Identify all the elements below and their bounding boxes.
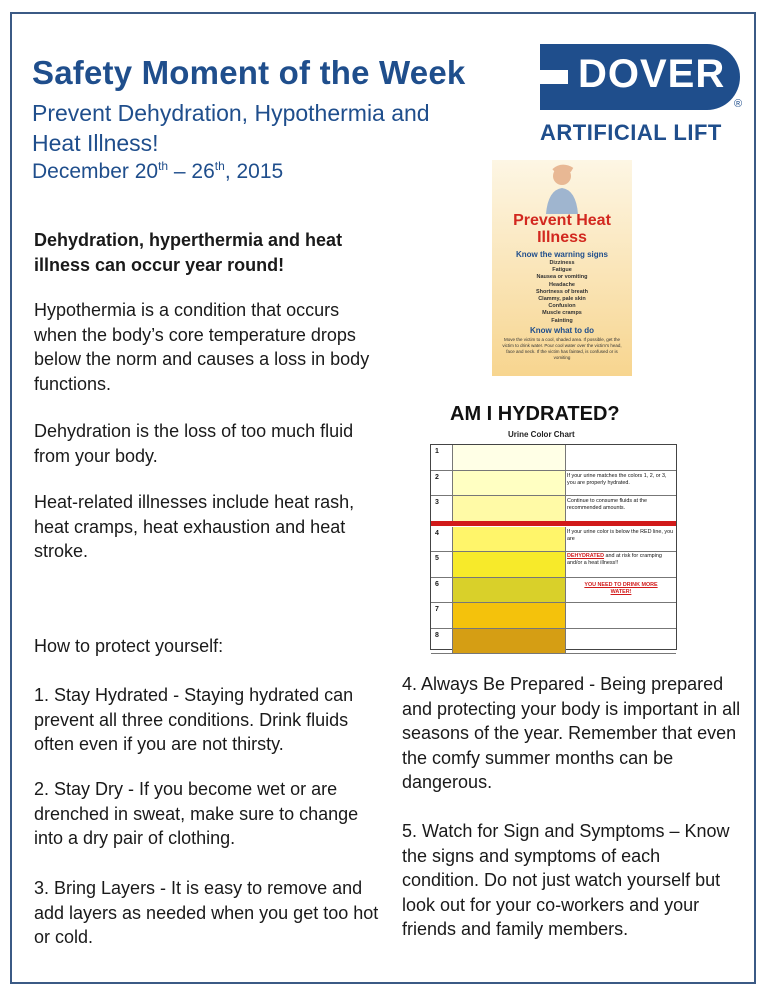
note-hydrated: If your urine matches the colors 1, 2, or 3, you are properly hydrated. <box>567 473 667 486</box>
tip-stay-dry: 2. Stay Dry - If you become wet or are drenched in sweat, make sure to change into a dry pair of clothing. <box>34 779 359 848</box>
tip-watch-symptoms: 5. Watch for Sign and Symptoms – Know the signs and symptoms of each condition. Do not just watch yourself but look out for your co-workers and your friends and family members. <box>402 821 730 939</box>
poster-title: Prevent Heat Illness <box>513 212 611 246</box>
row-number: 4 <box>431 527 453 552</box>
tip-always-prepared: 4. Always Be Prepared - Being prepared and protecting your body is important in all seasons of the year. Remember that even the comfy summer months can be dangerous. <box>402 674 741 792</box>
note-dehydrated: DEHYDRATED and at risk for cramping and/or a heat illness!! <box>567 553 662 566</box>
row-number: 6 <box>431 578 453 603</box>
chart-row <box>431 603 676 629</box>
tip-bring-layers: 3. Bring Layers - It is easy to remove and add layers as needed when you get too hot or cold. <box>34 878 379 947</box>
dover-logo <box>540 44 748 156</box>
dehydration-text: Dehydration is the loss of too much fluid from your body. <box>34 421 354 466</box>
page-title: Safety Moment of the Week <box>32 54 466 91</box>
color-swatch <box>453 471 566 496</box>
poster-steps: Move the victim to a cool, shaded area. If possible, get the victim to drink water. Pour cool water over the victim's head, face and neck. If the victim has fainted, is confused or is vomiting <box>502 337 622 360</box>
row-number: 2 <box>431 471 453 496</box>
chart-row <box>431 629 676 655</box>
logo-word: DOVER <box>578 52 726 96</box>
color-swatch <box>453 578 566 603</box>
note-continue: Continue to consume fluids at the recommended amounts. <box>567 498 648 511</box>
poster-warning-heading: Know the warning signs <box>515 250 608 259</box>
heat-illness-text: Heat-related illnesses include heat rash, heat cramps, heat exhaustion and heat stroke. <box>34 492 355 561</box>
note-below-red: If your urine color is below the RED line, you are <box>567 529 674 542</box>
page-subtitle: Prevent Dehydration, Hypothermia and Heat Illness! <box>32 100 430 156</box>
chart-row <box>431 445 676 471</box>
color-swatch <box>453 552 566 577</box>
tip-stay-hydrated: 1. Stay Hydrated - Staying hydrated can prevent all three conditions. Drink fluids often even if you are not thirsty. <box>34 685 354 754</box>
color-swatch <box>453 629 566 654</box>
heat-illness-poster <box>492 160 632 376</box>
poster-action-heading: Know what to do <box>530 326 594 335</box>
hydration-subtitle: Urine Color Chart <box>508 430 575 439</box>
intro-bold: Dehydration, hyperthermia and heat illness can occur year round! <box>34 230 343 275</box>
row-number: 3 <box>431 496 453 521</box>
red-line <box>431 521 676 526</box>
row-number: 1 <box>431 445 453 470</box>
urine-color-chart <box>430 444 677 650</box>
row-number: 7 <box>431 603 453 628</box>
protect-heading: How to protect yourself: <box>34 636 224 656</box>
color-swatch <box>453 496 566 521</box>
row-number: 5 <box>431 552 453 577</box>
hydration-title: AM I HYDRATED? <box>450 403 620 425</box>
note-drink-water: YOU NEED TO DRINK MORE WATER! <box>584 582 658 595</box>
row-number: 8 <box>431 629 453 654</box>
hypothermia-text: Hypothermia is a condition that occurs when the body’s core temperature drops below the norm and causes a loss in body functions. <box>34 300 370 394</box>
date-range: December 20th – 26th, 2015 <box>32 159 284 183</box>
color-swatch <box>453 445 566 470</box>
person-icon <box>540 162 584 214</box>
color-swatch <box>453 527 566 552</box>
poster-signs-list: Dizziness Fatigue Nausea or vomiting Headache Shortness of breath Clammy, pale skin Confusion Muscle cramps Fainting <box>536 260 588 324</box>
logo-subtitle: ARTIFICIAL LIFT <box>540 120 722 145</box>
logo-registered: ® <box>734 98 743 110</box>
color-swatch <box>453 603 566 628</box>
